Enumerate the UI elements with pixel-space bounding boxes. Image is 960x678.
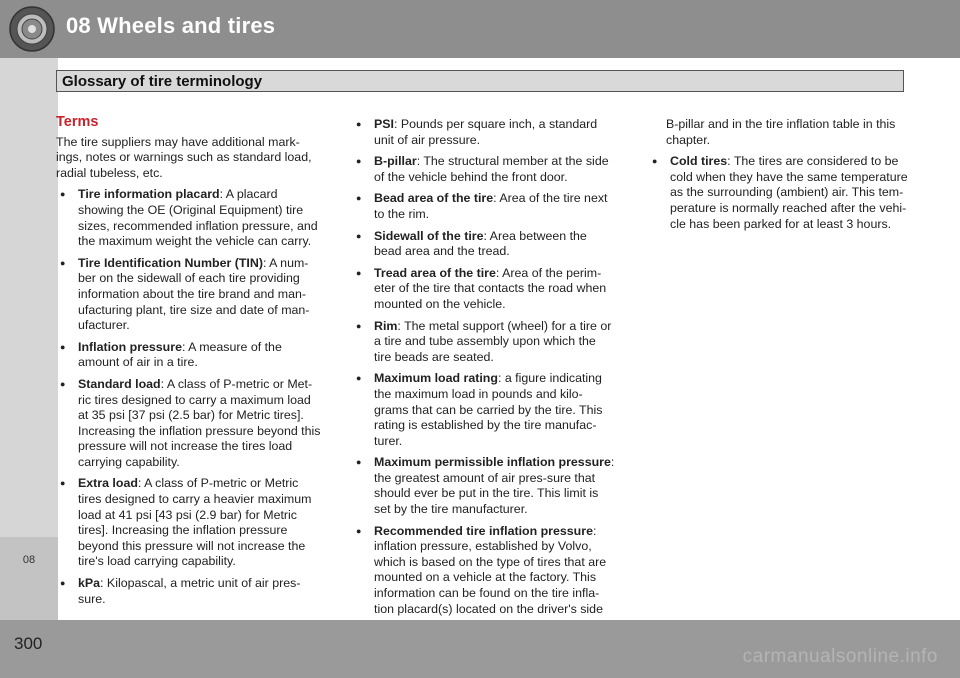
glossary-definition: : A class of P-metric or Met-ric tires designed to carry a maximum load at 35 psi [37 psi (2.5 bar) for Metric tires]. Increasing the inflation pressure beyond this pressure will not increase the tires load carrying capability.	[78, 376, 321, 469]
glossary-definition: : Area of the perim-eter of the tire that contacts the road when mounted on the vehicle.	[374, 265, 607, 311]
page-number: 300	[14, 634, 43, 653]
glossary-term: Maximum permissible inflation pressure	[374, 455, 611, 470]
glossary-item	[352, 455, 616, 517]
glossary-term: Tire Identification Number (TIN)	[78, 255, 263, 270]
glossary-definition: : The structural member at the side of the vehicle behind the front door.	[374, 154, 609, 184]
glossary-definition: : A num-ber on the sidewall of each tire providing information about the tire brand and man-ufacturing plant, tire size and date of man-ufacturer.	[78, 255, 310, 333]
glossary-term: kPa	[78, 576, 101, 591]
section-title: Glossary of tire terminology	[62, 73, 263, 90]
glossary-definition: : A measure of the amount of air in a tire.	[78, 339, 282, 370]
glossary-item	[56, 377, 324, 471]
glossary-definition: : The tires are considered to be cold when they have the same temperature as the surrounding (ambient) air. This tem-perature is normally reached after the vehi-cle has been parked for at least 3 hours.	[670, 154, 908, 231]
glossary-term: Inflation pressure	[78, 339, 182, 354]
glossary-item	[56, 476, 324, 570]
glossary-definition: : A class of P-metric or Metric tires designed to carry a heavier maximum load at 41 psi [43 psi (2.9 bar) for Metric tires]. Increasing the inflation pressure beyond this pressure will not increase the tire's load carrying capability.	[78, 476, 312, 569]
glossary-term: PSI	[374, 117, 394, 131]
glossary-term: Recommended tire inflation pressure	[374, 523, 593, 538]
glossary-definition: : Area of the tire next to the rim.	[374, 191, 608, 221]
glossary-continuation: B-pillar and in the tire inflation table in this chapter.	[666, 117, 896, 147]
glossary-definition: : Pounds per square inch, a standard unit of air pressure.	[374, 117, 598, 147]
chapter-side-column	[0, 58, 58, 620]
glossary-term: Sidewall of the tire	[374, 228, 484, 243]
chapter-title: 08 Wheels and tires	[66, 13, 276, 38]
glossary-term: Tread area of the tire	[374, 265, 496, 280]
chapter-tab-label: 08	[22, 554, 36, 566]
glossary-item	[56, 256, 324, 334]
text-column-3	[648, 117, 912, 238]
intro-paragraph: The tire suppliers may have additional mark-ings, notes or warnings such as standard load, radial tubeless, etc.	[56, 134, 312, 180]
glossary-term: Bead area of the tire	[374, 191, 494, 206]
glossary-item	[56, 187, 324, 249]
glossary-definition: : the greatest amount of air pres-sure that should ever be put in the tire. This limit is set by the tire manufacturer.	[374, 455, 615, 517]
glossary-term: Maximum load rating	[374, 371, 498, 386]
glossary-item	[352, 319, 616, 366]
text-column-2	[352, 117, 616, 623]
terms-heading: Terms	[56, 114, 99, 130]
glossary-definition: : Area between the bead area and the tread.	[374, 228, 587, 259]
glossary-item	[352, 191, 616, 222]
chapter-side-tab	[0, 537, 58, 620]
watermark: carmanualsonline.info	[742, 646, 938, 667]
glossary-item	[352, 266, 616, 313]
glossary-term: Extra load	[78, 476, 138, 491]
glossary-item	[352, 117, 616, 148]
glossary-term: Tire information placard	[78, 187, 220, 202]
glossary-definition: : The metal support (wheel) for a tire or a tire and tube assembly upon which the tire beads are seated.	[374, 318, 612, 364]
glossary-definition: : A placard showing the OE (Original Equipment) tire sizes, recommended inflation pressure, and the maximum weight the vehicle can carry.	[78, 187, 318, 249]
glossary-item	[352, 154, 616, 185]
glossary-item	[352, 229, 616, 260]
glossary-item	[648, 154, 912, 232]
glossary-term: Cold tires	[670, 154, 728, 169]
glossary-term: Rim	[374, 318, 398, 333]
glossary-item	[352, 524, 616, 618]
glossary-item	[352, 371, 616, 449]
glossary-definition: : inflation pressure, established by Volvo, which is based on the type of tires that are mounted on a vehicle at the factory. This information can be found on the tire infla-tion placard(s) located on the driver's side	[374, 523, 607, 616]
glossary-definition: : a figure indicating the maximum load in pounds and kilo-grams that can be carried by the tire. This rating is established by the tire manufac-turer.	[374, 371, 603, 448]
tire-icon	[8, 5, 56, 53]
glossary-term: B-pillar	[374, 154, 417, 169]
glossary-definition: : Kilopascal, a metric unit of air pres-sure.	[78, 576, 301, 606]
glossary-item	[56, 576, 324, 607]
glossary-term: Standard load	[78, 376, 161, 391]
text-column-1	[56, 115, 324, 613]
glossary-item	[56, 340, 324, 371]
